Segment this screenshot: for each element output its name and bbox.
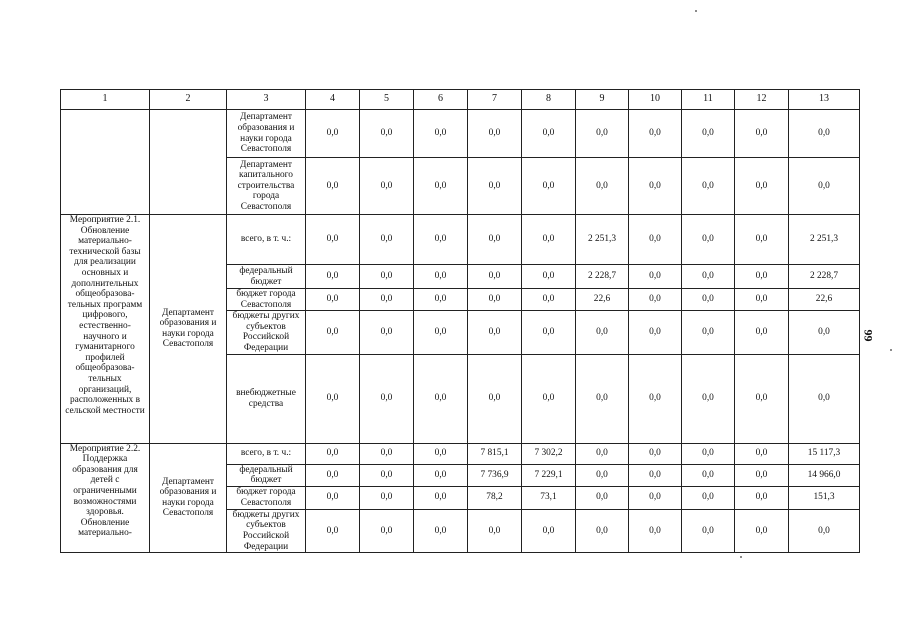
value-cell: 2 228,7 bbox=[576, 265, 629, 289]
value-cell: 0,0 bbox=[468, 110, 522, 158]
value-cell: 0,0 bbox=[306, 289, 360, 311]
value-cell: 0,0 bbox=[414, 215, 468, 265]
value-cell: 0,0 bbox=[414, 311, 468, 354]
column-header: 5 bbox=[360, 90, 414, 110]
value-cell: 0,0 bbox=[629, 464, 682, 486]
value-cell: 0,0 bbox=[414, 158, 468, 215]
funding-source-cell: всего, в т. ч.: bbox=[227, 215, 306, 265]
column-header: 12 bbox=[735, 90, 789, 110]
funding-source-cell: бюджеты других субъектов Российской Федерации bbox=[227, 509, 306, 552]
value-cell: 0,0 bbox=[576, 509, 629, 552]
value-cell: 0,0 bbox=[306, 215, 360, 265]
value-cell: 0,0 bbox=[360, 464, 414, 486]
value-cell: 22,6 bbox=[576, 289, 629, 311]
column-header: 11 bbox=[682, 90, 735, 110]
activity-cell bbox=[61, 110, 150, 215]
value-cell: 0,0 bbox=[789, 354, 860, 443]
value-cell: 0,0 bbox=[735, 158, 789, 215]
table-row bbox=[61, 110, 860, 158]
value-cell: 0,0 bbox=[629, 110, 682, 158]
column-header: 10 bbox=[629, 90, 682, 110]
scan-speck bbox=[695, 10, 697, 12]
value-cell: 0,0 bbox=[735, 110, 789, 158]
value-cell: 0,0 bbox=[629, 486, 682, 509]
value-cell: 0,0 bbox=[360, 215, 414, 265]
value-cell: 0,0 bbox=[682, 464, 735, 486]
column-header: 4 bbox=[306, 90, 360, 110]
column-header: 7 bbox=[468, 90, 522, 110]
value-cell: 0,0 bbox=[414, 486, 468, 509]
value-cell: 0,0 bbox=[735, 215, 789, 265]
value-cell: 0,0 bbox=[468, 158, 522, 215]
value-cell: 0,0 bbox=[735, 443, 789, 464]
value-cell: 0,0 bbox=[735, 509, 789, 552]
value-cell: 0,0 bbox=[682, 265, 735, 289]
value-cell: 0,0 bbox=[735, 311, 789, 354]
value-cell: 0,0 bbox=[468, 509, 522, 552]
value-cell: 0,0 bbox=[360, 509, 414, 552]
value-cell: 0,0 bbox=[306, 158, 360, 215]
value-cell: 0,0 bbox=[576, 311, 629, 354]
value-cell: 0,0 bbox=[522, 311, 576, 354]
funding-source-cell: бюджет города Севастополя bbox=[227, 486, 306, 509]
value-cell: 0,0 bbox=[629, 354, 682, 443]
value-cell: 0,0 bbox=[629, 443, 682, 464]
value-cell: 0,0 bbox=[735, 486, 789, 509]
value-cell: 0,0 bbox=[735, 464, 789, 486]
value-cell: 22,6 bbox=[789, 289, 860, 311]
header-row bbox=[61, 90, 860, 110]
funding-source-cell: бюджет города Севастополя bbox=[227, 289, 306, 311]
column-header: 6 bbox=[414, 90, 468, 110]
department-cell: Департамент образования и науки города Севастополя bbox=[150, 443, 227, 553]
value-cell: 73,1 bbox=[522, 486, 576, 509]
value-cell: 0,0 bbox=[414, 110, 468, 158]
value-cell: 0,0 bbox=[306, 265, 360, 289]
value-cell: 2 251,3 bbox=[576, 215, 629, 265]
value-cell: 0,0 bbox=[629, 215, 682, 265]
value-cell: 0,0 bbox=[360, 110, 414, 158]
funding-source-cell: всего, в т. ч.: bbox=[227, 443, 306, 464]
value-cell: 2 228,7 bbox=[789, 265, 860, 289]
value-cell: 0,0 bbox=[629, 158, 682, 215]
value-cell: 0,0 bbox=[522, 354, 576, 443]
value-cell: 0,0 bbox=[629, 509, 682, 552]
value-cell: 2 251,3 bbox=[789, 215, 860, 265]
value-cell: 0,0 bbox=[682, 289, 735, 311]
column-header: 9 bbox=[576, 90, 629, 110]
value-cell: 0,0 bbox=[576, 486, 629, 509]
value-cell: 0,0 bbox=[629, 289, 682, 311]
value-cell: 7 229,1 bbox=[522, 464, 576, 486]
value-cell: 0,0 bbox=[682, 311, 735, 354]
value-cell: 14 966,0 bbox=[789, 464, 860, 486]
value-cell: 0,0 bbox=[306, 509, 360, 552]
activity-cell: Мероприятие 2.2. Поддержка образования для детей с ограниченными возможностями здоровья. Обновление материально- bbox=[61, 443, 150, 553]
value-cell: 0,0 bbox=[576, 464, 629, 486]
funding-source-cell: федеральный бюджет bbox=[227, 265, 306, 289]
value-cell: 0,0 bbox=[360, 354, 414, 443]
value-cell: 0,0 bbox=[629, 265, 682, 289]
value-cell: 0,0 bbox=[789, 158, 860, 215]
column-header: 13 bbox=[789, 90, 860, 110]
value-cell: 0,0 bbox=[682, 158, 735, 215]
value-cell: 0,0 bbox=[306, 443, 360, 464]
value-cell: 0,0 bbox=[414, 509, 468, 552]
scan-speck bbox=[740, 556, 742, 558]
value-cell: 0,0 bbox=[682, 443, 735, 464]
funding-source-cell: федеральный бюджет bbox=[227, 464, 306, 486]
value-cell: 0,0 bbox=[789, 110, 860, 158]
value-cell: 0,0 bbox=[682, 110, 735, 158]
value-cell: 0,0 bbox=[682, 486, 735, 509]
value-cell: 7 302,2 bbox=[522, 443, 576, 464]
value-cell: 0,0 bbox=[360, 265, 414, 289]
value-cell: 0,0 bbox=[576, 354, 629, 443]
value-cell: 0,0 bbox=[360, 158, 414, 215]
value-cell: 0,0 bbox=[682, 509, 735, 552]
value-cell: 0,0 bbox=[576, 158, 629, 215]
value-cell: 7 815,1 bbox=[468, 443, 522, 464]
value-cell: 0,0 bbox=[306, 464, 360, 486]
funding-source-cell: Департамент капитального строительства города Севастополя bbox=[227, 158, 306, 215]
value-cell: 0,0 bbox=[522, 110, 576, 158]
value-cell: 0,0 bbox=[735, 289, 789, 311]
value-cell: 0,0 bbox=[414, 443, 468, 464]
value-cell: 0,0 bbox=[306, 311, 360, 354]
value-cell: 0,0 bbox=[468, 289, 522, 311]
value-cell: 0,0 bbox=[468, 265, 522, 289]
funding-source-cell: бюджеты других субъектов Российской Федерации bbox=[227, 311, 306, 354]
value-cell: 78,2 bbox=[468, 486, 522, 509]
value-cell: 0,0 bbox=[522, 158, 576, 215]
value-cell: 0,0 bbox=[522, 509, 576, 552]
column-header: 2 bbox=[150, 90, 227, 110]
value-cell: 0,0 bbox=[306, 486, 360, 509]
value-cell: 0,0 bbox=[360, 443, 414, 464]
table-row bbox=[61, 215, 860, 265]
column-header: 3 bbox=[227, 90, 306, 110]
value-cell: 0,0 bbox=[306, 354, 360, 443]
value-cell: 0,0 bbox=[629, 311, 682, 354]
value-cell: 7 736,9 bbox=[468, 464, 522, 486]
value-cell: 0,0 bbox=[360, 311, 414, 354]
funding-source-cell: Департамент образования и науки города Севастополя bbox=[227, 110, 306, 158]
table-body bbox=[61, 90, 860, 553]
value-cell: 0,0 bbox=[735, 354, 789, 443]
value-cell: 0,0 bbox=[522, 289, 576, 311]
department-cell bbox=[150, 110, 227, 215]
page-number: 99 bbox=[861, 329, 876, 342]
value-cell: 0,0 bbox=[414, 265, 468, 289]
value-cell: 0,0 bbox=[522, 215, 576, 265]
value-cell: 0,0 bbox=[468, 311, 522, 354]
value-cell: 0,0 bbox=[360, 486, 414, 509]
department-cell: Департамент образования и науки города Севастополя bbox=[150, 215, 227, 444]
funding-source-cell: внебюджетные средства bbox=[227, 354, 306, 443]
column-header: 1 bbox=[61, 90, 150, 110]
value-cell: 0,0 bbox=[306, 110, 360, 158]
value-cell: 0,0 bbox=[735, 265, 789, 289]
column-header: 8 bbox=[522, 90, 576, 110]
value-cell: 0,0 bbox=[414, 289, 468, 311]
value-cell: 0,0 bbox=[414, 464, 468, 486]
value-cell: 0,0 bbox=[414, 354, 468, 443]
value-cell: 0,0 bbox=[576, 443, 629, 464]
value-cell: 0,0 bbox=[789, 509, 860, 552]
value-cell: 0,0 bbox=[360, 289, 414, 311]
value-cell: 0,0 bbox=[682, 215, 735, 265]
scan-speck bbox=[890, 349, 892, 351]
value-cell: 0,0 bbox=[468, 215, 522, 265]
value-cell: 15 117,3 bbox=[789, 443, 860, 464]
value-cell: 0,0 bbox=[682, 354, 735, 443]
budget-table bbox=[60, 89, 860, 553]
value-cell: 0,0 bbox=[468, 354, 522, 443]
value-cell: 0,0 bbox=[576, 110, 629, 158]
activity-cell: Мероприятие 2.1. Обновление материально-технической базы для реализации основных и дополнительных общеобразова-тельных программ цифрового, естественно-научного и гуманитарного профилей общеобразова-тельных организаций, расположенных в сельской местности bbox=[61, 215, 150, 444]
value-cell: 0,0 bbox=[789, 311, 860, 354]
value-cell: 0,0 bbox=[522, 265, 576, 289]
table-row bbox=[61, 443, 860, 464]
value-cell: 151,3 bbox=[789, 486, 860, 509]
